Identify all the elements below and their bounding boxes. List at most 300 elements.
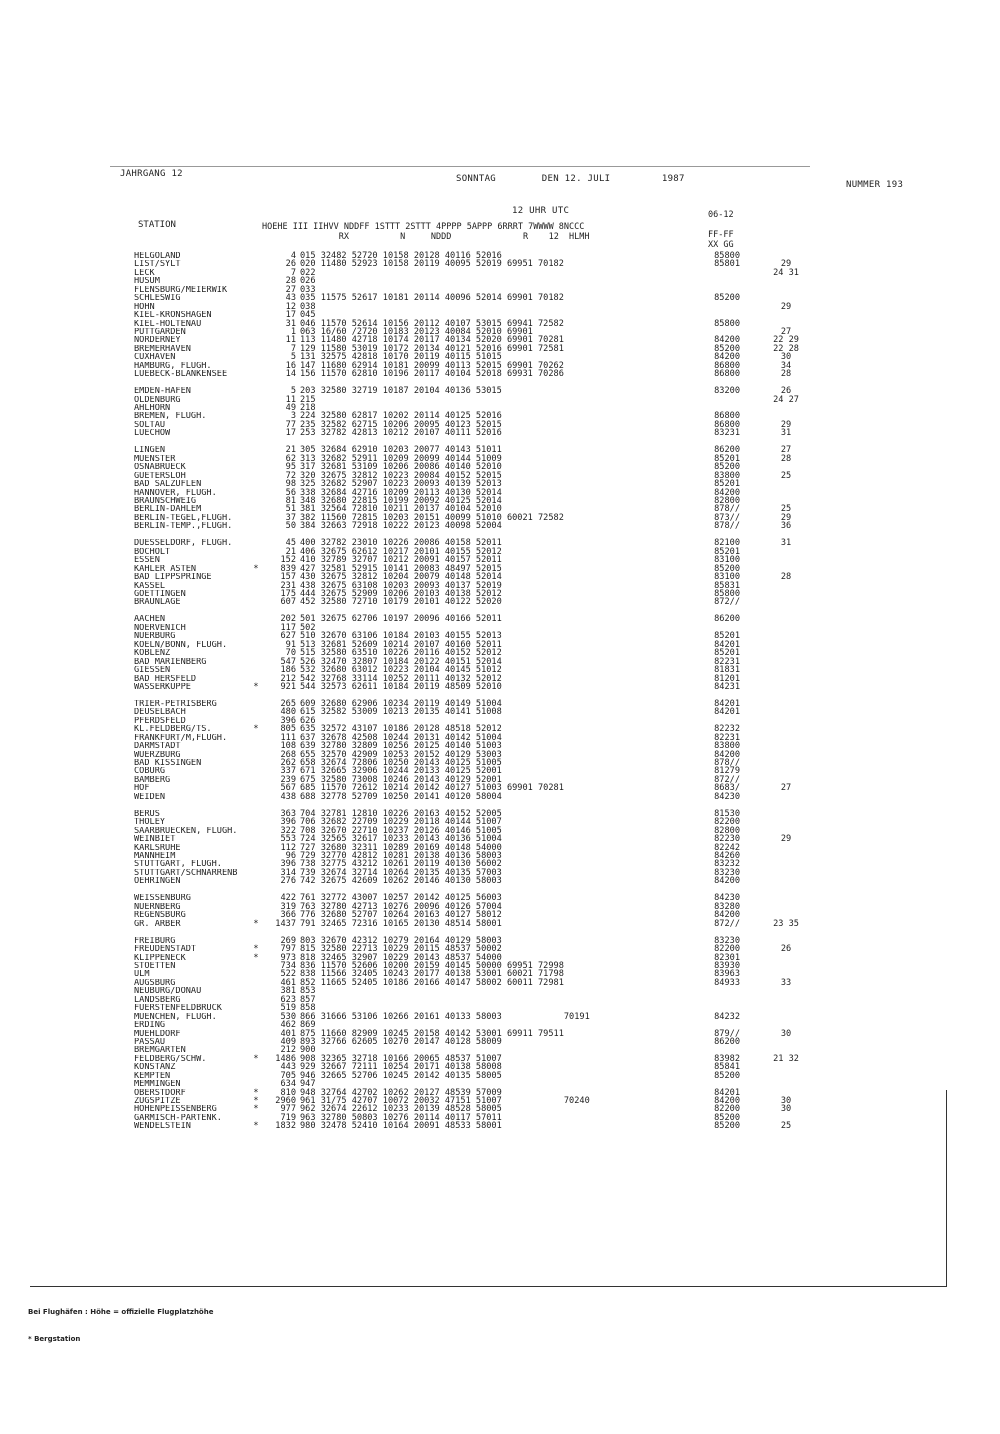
synop-tail-group: 84230 (714, 893, 740, 904)
mountain-station-marker (250, 269, 262, 277)
synop-tail-group: 81530 (714, 808, 740, 819)
station-row (134, 1038, 954, 1046)
station-name: KLIPPENECK (134, 953, 186, 962)
synop-tail-group: 85200 (714, 1070, 740, 1081)
mountain-station-marker (250, 582, 262, 590)
synop-groups: 400 32782 23010 10226 20086 40158 52011 (300, 538, 502, 549)
station-name: BERLIN-TEMP.,FLUGH. (134, 522, 233, 531)
station-name: KOELN/BONN, FLUGH. (134, 640, 228, 650)
synop-groups: 235 32582 62715 10206 20095 40123 52015 (300, 419, 502, 430)
station-height: 117 (280, 622, 296, 633)
synop-groups: 544 32573 62611 10184 20119 48509 52010 (300, 681, 502, 692)
station-name: STOETTEN (134, 962, 176, 971)
extra-column-subheader-2: XX GG (708, 240, 734, 250)
station-height: 366 (280, 910, 296, 921)
synop-tail-group: 84201 (714, 639, 740, 650)
mountain-station-marker (250, 759, 262, 767)
gust-extra: 28 (780, 572, 792, 583)
station-height: 16 (285, 360, 296, 371)
station-height: 461 (280, 977, 296, 988)
synop-groups: 501 32675 62706 10197 20096 40166 52011 (300, 614, 502, 625)
synop-groups: 026 (300, 276, 316, 287)
station-height: 567 (280, 783, 296, 794)
synop-groups: 305 32684 62910 10203 20077 40143 51011 (300, 445, 502, 456)
station-row (134, 1072, 954, 1080)
synop-groups: 893 32766 62605 10270 20147 40128 58009 (300, 1036, 502, 1047)
station-name: KOBLENZ (134, 649, 171, 658)
station-height: 547 (280, 656, 296, 667)
station-name: WEISSENBURG (134, 894, 191, 903)
station-height: 634 (280, 1079, 296, 1090)
synop-groups: 203 32580 32719 10187 20104 40136 53015 (300, 386, 502, 397)
synop-tail-group: 85800 (714, 588, 740, 599)
gust-extra: 29 (780, 512, 792, 523)
synop-groups: 444 32675 52909 10206 20103 40138 52012 (300, 588, 502, 599)
station-name: PASSAU (134, 1037, 166, 1047)
station-name: WASSERKUPPE (134, 682, 191, 692)
synop-tail-group: 84200 (714, 749, 740, 760)
station-height: 1486 (275, 1053, 296, 1064)
station-height: 14 (285, 369, 296, 380)
station-height: 268 (280, 749, 296, 760)
station-height: 202 (280, 614, 296, 625)
station-row (134, 294, 954, 302)
station-name: BREMEN, FLUGH. (134, 412, 207, 421)
station-group (134, 387, 954, 438)
station-row (134, 514, 954, 522)
station-name: DUESSELDORF, FLUGH. (134, 539, 233, 548)
station-name: KEMPTEN (134, 1071, 171, 1081)
station-row (134, 767, 954, 775)
station-height: 623 (280, 994, 296, 1005)
station-row (134, 387, 954, 395)
station-group (134, 615, 954, 691)
station-row (134, 539, 954, 547)
synop-tail-group: 81279 (714, 766, 740, 777)
synop-groups: 033 (300, 284, 316, 295)
gust-extra: 23 35 (773, 918, 799, 929)
synop-tail-group (630, 277, 746, 285)
synop-groups: 688 32778 52709 10250 20141 40120 58004 (300, 791, 502, 802)
mountain-station-marker (250, 429, 262, 437)
station-row (134, 818, 954, 826)
synop-groups: 430 32675 32812 10204 20079 40148 52014 (300, 572, 502, 583)
mountain-station-marker (250, 962, 262, 970)
synop-tail-group: 86800 (714, 411, 740, 422)
synop-tail-group: 83280 (714, 901, 740, 912)
station-name: HOF (134, 784, 150, 793)
synop-tail-group: 82231 (714, 732, 740, 743)
station-name: ERDING (134, 1021, 166, 1030)
mountain-station-marker (250, 548, 262, 556)
synop-groups: 857 (300, 994, 316, 1005)
mountain-station-marker (250, 852, 262, 860)
mountain-station-marker (250, 818, 262, 826)
synop-tail-group: 84230 (714, 791, 740, 802)
station-name: BAD LIPPSPRINGE (134, 573, 212, 582)
gust-extra (746, 311, 826, 319)
mountain-station-marker (250, 641, 262, 649)
gust-extra (746, 877, 826, 885)
station-row (134, 649, 954, 657)
station-height: 719 (280, 1112, 296, 1123)
gust-extra: 26 (780, 386, 792, 397)
gust-extra: 28 (780, 369, 792, 380)
synop-groups: 156 11570 62810 10196 20117 40104 52018 69931 70286 (300, 369, 564, 380)
station-name: NEUBURG/DONAU (134, 987, 202, 996)
synop-groups: 513 32681 52609 10214 20107 40160 52011 (300, 639, 502, 650)
synop-tail-group: 84933 (714, 977, 740, 988)
station-height: 81 (285, 496, 296, 506)
station-name: AHLHORN (134, 404, 171, 413)
synop-tail-group: 85201 (714, 453, 740, 464)
mountain-station-marker (250, 463, 262, 471)
gust-extra: 29 (780, 834, 792, 845)
station-name: BAD SALZUFLEN (134, 480, 202, 489)
station-name: FLENSBURG/MEIERWIK (134, 285, 228, 295)
mountain-station-marker (250, 311, 262, 319)
synop-groups: 724 32565 32617 10233 20143 40136 51004 (300, 834, 502, 845)
synop-tail-group: 83200 (714, 386, 740, 397)
synop-groups: 224 32580 62817 10202 20114 40125 52016 (300, 411, 502, 422)
station-row (134, 472, 954, 480)
synop-groups: 381 32564 72810 10211 20137 40104 52010 (300, 504, 502, 515)
gust-extra (746, 632, 826, 640)
station-height: 26 (285, 259, 296, 270)
synop-groups: 742 32675 42609 10262 20146 40130 58003 (300, 876, 502, 887)
station-row (134, 860, 954, 868)
mountain-station-marker (250, 827, 262, 835)
station-height: 314 (280, 867, 296, 878)
station-row (134, 708, 954, 716)
synop-tail-group: 85201 (714, 546, 740, 557)
station-name: BAMBERG (134, 775, 171, 785)
synop-tail-group: 86800 (714, 360, 740, 371)
synop-groups: 866 31666 53106 10266 20161 40133 58003 70191 (300, 1011, 590, 1022)
station-name: FELDBERG/SCHW. (134, 1054, 207, 1064)
station-height: 31 (285, 318, 296, 329)
station-name: GR. ARBER (134, 919, 181, 929)
synop-groups: 908 32365 32718 10166 20065 48537 51007 (300, 1053, 502, 1064)
synop-tail-group: 84232 (714, 1011, 740, 1022)
station-height: 443 (280, 1062, 296, 1073)
station-height: 17 (285, 428, 296, 439)
mountain-station-marker (250, 455, 262, 463)
gust-extra (746, 759, 826, 767)
synop-tail-group: 879// (714, 1028, 740, 1039)
gust-extra (746, 624, 826, 632)
synop-tail-group: 83800 (714, 741, 740, 752)
gust-extra: 30 (780, 1104, 792, 1115)
gust-extra: 29 (780, 419, 792, 430)
gust-extra: 29 (780, 301, 792, 312)
station-height: 91 (285, 639, 296, 650)
mountain-station-marker (250, 328, 262, 336)
station-row (134, 1105, 954, 1113)
gust-extra (746, 725, 826, 733)
synop-groups: 215 (300, 394, 316, 405)
mountain-station-marker: * (253, 1121, 259, 1132)
station-row (134, 269, 954, 277)
gust-extra: 25 (780, 504, 792, 515)
synop-tail-group: 85801 (714, 259, 740, 270)
gust-extra: 33 (780, 977, 792, 988)
station-row (134, 877, 954, 885)
station-row (134, 700, 954, 708)
mountain-station-marker: * (253, 1053, 259, 1064)
station-name: LIST/SYLT (134, 260, 181, 269)
station-height: 2960 (275, 1096, 296, 1106)
synop-groups: 510 32670 63106 10184 20103 40155 52013 (300, 631, 502, 642)
station-name: MUEHLDORF (134, 1029, 181, 1038)
station-height: 262 (280, 758, 296, 769)
mountain-station-marker (250, 446, 262, 454)
synop-groups: 729 32770 42812 10281 20138 40136 58003 (300, 851, 502, 861)
synop-tail-group: 85800 (714, 318, 740, 329)
gust-extra (746, 556, 826, 564)
synop-groups: 427 32581 52915 10141 20083 48497 52015 (300, 563, 502, 574)
station-height: 973 (280, 952, 296, 963)
header-divider (110, 166, 810, 167)
mountain-station-marker (250, 590, 262, 598)
station-name: NUERNBERG (134, 902, 181, 912)
station-height: 553 (280, 834, 296, 845)
gust-extra: 31 (780, 538, 792, 549)
synop-tail-group: 82242 (714, 842, 740, 853)
mountain-station-marker (250, 1038, 262, 1046)
synop-groups: 147 11680 62914 10181 20099 40113 52015 69901 70262 (300, 360, 564, 371)
mountain-station-marker (250, 708, 262, 716)
station-row (134, 480, 954, 488)
synop-groups: 639 32780 32809 10256 20125 40140 51003 (300, 741, 502, 752)
synop-groups: 410 32789 32707 10212 20091 40157 52011 (300, 555, 502, 566)
station-row (134, 784, 954, 792)
synop-tail-group: 84200 (714, 352, 740, 363)
synop-groups: 325 32682 52907 10223 20093 40139 52013 (300, 479, 502, 490)
gust-extra: 29 (780, 259, 792, 270)
synop-groups: 869 (300, 1020, 316, 1031)
mountain-station-marker (250, 700, 262, 708)
station-name: BERLIN-TEGEL,FLUGH. (134, 513, 233, 523)
gust-extra (746, 751, 826, 759)
synop-tail-group: 85200 (714, 343, 740, 354)
mountain-station-marker (250, 835, 262, 843)
station-row (134, 742, 954, 750)
mountain-station-marker: * (253, 918, 259, 929)
station-name: BAD KISSINGEN (134, 759, 202, 768)
station-height: 265 (280, 698, 296, 709)
synop-tail-group: 872// (714, 597, 740, 608)
station-height: 108 (280, 741, 296, 752)
station-row (134, 396, 954, 404)
synop-tail-group: 83231 (714, 428, 740, 439)
station-height: 111 (280, 732, 296, 743)
station-row (134, 429, 954, 437)
station-height: 49 (285, 403, 296, 414)
gust-extra (746, 987, 826, 995)
station-height: 112 (280, 842, 296, 853)
synop-groups: 671 32665 32906 10244 20133 40125 52001 (300, 766, 502, 777)
gust-extra (746, 548, 826, 556)
station-height: 27 (285, 284, 296, 295)
synop-tail-group: 82800 (714, 496, 740, 506)
station-height: 607 (280, 597, 296, 608)
station-name: AUGSBURG (134, 978, 176, 988)
station-height: 276 (280, 876, 296, 887)
station-row (134, 320, 954, 328)
synop-groups: 836 11570 52606 10200 20159 40145 50000 69951 72998 (300, 961, 564, 971)
extra-column-header: 06-12 (708, 210, 734, 220)
mountain-station-marker (250, 539, 262, 547)
mountain-station-marker (250, 1021, 262, 1029)
station-row (134, 582, 954, 590)
synop-tail-group: 84200 (714, 335, 740, 346)
station-height: 805 (280, 724, 296, 735)
mountain-station-marker (250, 784, 262, 792)
gust-extra (746, 598, 826, 606)
synop-groups: 382 11560 72815 10203 20151 40099 51010 60021 72582 (300, 512, 564, 523)
station-name: LANDSBERG (134, 995, 181, 1005)
station-row (134, 658, 954, 666)
synop-groups: 852 11665 52405 10186 20166 40147 58002 60011 72981 (300, 977, 564, 988)
gust-extra (746, 844, 826, 852)
gust-extra: 24 31 (773, 267, 799, 278)
synop-groups: 015 32482 52720 10158 20128 40116 52016 (300, 251, 502, 261)
station-row (134, 277, 954, 285)
gust-extra (746, 615, 826, 623)
gust-extra: 21 32 (773, 1053, 799, 1064)
gust-extra: 30 (780, 352, 792, 363)
mountain-station-marker (250, 252, 262, 260)
station-row (134, 598, 954, 606)
mountain-station-marker (250, 810, 262, 818)
station-group (134, 539, 954, 607)
synop-tail-group: 85200 (714, 563, 740, 574)
mountain-station-marker (250, 277, 262, 285)
mountain-station-marker (250, 412, 262, 420)
synop-tail-group: 82200 (714, 817, 740, 828)
station-height: 21 (285, 445, 296, 456)
mountain-station-marker (250, 336, 262, 344)
station-name: KAHLER ASTEN (134, 564, 197, 574)
station-row (134, 370, 954, 378)
synop-tail-group: 86200 (714, 614, 740, 625)
mountain-station-marker (250, 894, 262, 902)
synop-tail-group: 873// (714, 512, 740, 523)
station-row (134, 260, 954, 268)
gust-extra: 31 (780, 428, 792, 439)
synop-tail-group: 82200 (714, 1104, 740, 1115)
station-name: NOERVENICH (134, 623, 186, 633)
synop-tail-group: 84201 (714, 1087, 740, 1098)
synop-groups: 858 (300, 1003, 316, 1014)
mountain-station-marker (250, 776, 262, 784)
station-height: 396 (280, 817, 296, 828)
station-height: 381 (280, 986, 296, 997)
station-height: 363 (280, 808, 296, 819)
gust-extra (746, 767, 826, 775)
synop-tail-group: 83930 (714, 961, 740, 971)
station-name: FREIBURG (134, 936, 176, 946)
station-height: 72 (285, 470, 296, 481)
gust-extra (746, 742, 826, 750)
synop-tail-group: 84201 (714, 707, 740, 718)
synop-groups: 452 32580 72710 10179 20101 40122 52020 (300, 597, 502, 608)
station-name: OSNABRUECK (134, 463, 186, 472)
station-name: AACHEN (134, 615, 166, 624)
station-height: 212 (280, 1045, 296, 1056)
station-row (134, 446, 954, 454)
synop-groups: 338 32684 42716 10209 20113 40130 52014 (300, 487, 502, 498)
gust-extra (746, 404, 826, 412)
station-row (134, 844, 954, 852)
station-height: 239 (280, 774, 296, 785)
station-name: KIEL-HOLTENAU (134, 319, 202, 328)
station-height: 396 (280, 715, 296, 726)
gust-extra (746, 658, 826, 666)
station-name: PUTTGARDEN (134, 327, 186, 337)
mountain-station-marker (250, 480, 262, 488)
synop-groups: 063 16/60 /2720 10183 20123 40084 52010 69901 (300, 326, 533, 337)
gust-extra (746, 641, 826, 649)
gust-extra: 22 29 (773, 335, 799, 346)
synop-tail-group: 82231 (714, 656, 740, 667)
synop-groups: 947 (300, 1079, 316, 1090)
station-height: 3 (290, 411, 296, 422)
table-right-rule (946, 1090, 947, 1287)
gust-extra (746, 996, 826, 1004)
synop-tail-group: 83230 (714, 867, 740, 878)
station-name: HUSUM (134, 277, 160, 286)
station-name: GUETERSLOH (134, 471, 186, 481)
station-name: SAARBRUECKEN, FLUGH. (134, 826, 238, 836)
station-row (134, 996, 954, 1004)
gust-extra (746, 286, 826, 294)
synop-tail-group: 85201 (714, 631, 740, 642)
station-row (134, 624, 954, 632)
gust-extra: 27 (780, 326, 792, 337)
station-height: 96 (285, 851, 296, 861)
footnote-mountain-station: * Bergstation (28, 1335, 81, 1343)
synop-tail-group (630, 269, 746, 277)
station-height: 12 (285, 301, 296, 312)
synop-tail-group: 81201 (714, 673, 740, 684)
synop-groups: 776 32680 52707 10264 20163 40127 58012 (300, 910, 502, 921)
station-name: FREUDENSTADT (134, 945, 197, 954)
station-height: 319 (280, 901, 296, 912)
synop-tail-group: 83982 (714, 1053, 740, 1064)
station-row (134, 827, 954, 835)
station-name: KONSTANZ (134, 1063, 176, 1072)
station-name: HAMBURG, FLUGH. (134, 361, 212, 371)
station-height: 5 (290, 352, 296, 363)
station-name: GOETTINGEN (134, 589, 186, 599)
synop-groups: 542 32768 33114 10252 20111 40132 52012 (300, 673, 502, 684)
station-row (134, 573, 954, 581)
synop-tail-group: 878// (714, 758, 740, 769)
mountain-station-marker (250, 615, 262, 623)
synop-tail-group: 86200 (714, 1036, 740, 1047)
synop-tail-group: 82100 (714, 538, 740, 549)
station-name: BREMGARTEN (134, 1046, 186, 1055)
station-row (134, 835, 954, 843)
mountain-station-marker (250, 751, 262, 759)
synop-tail-group: 83963 (714, 969, 740, 980)
gust-extra (746, 1004, 826, 1012)
station-height: 797 (280, 944, 296, 955)
synop-groups: 320 32675 32812 10223 20084 40152 52015 (300, 470, 502, 481)
gust-extra: 28 (780, 453, 792, 464)
